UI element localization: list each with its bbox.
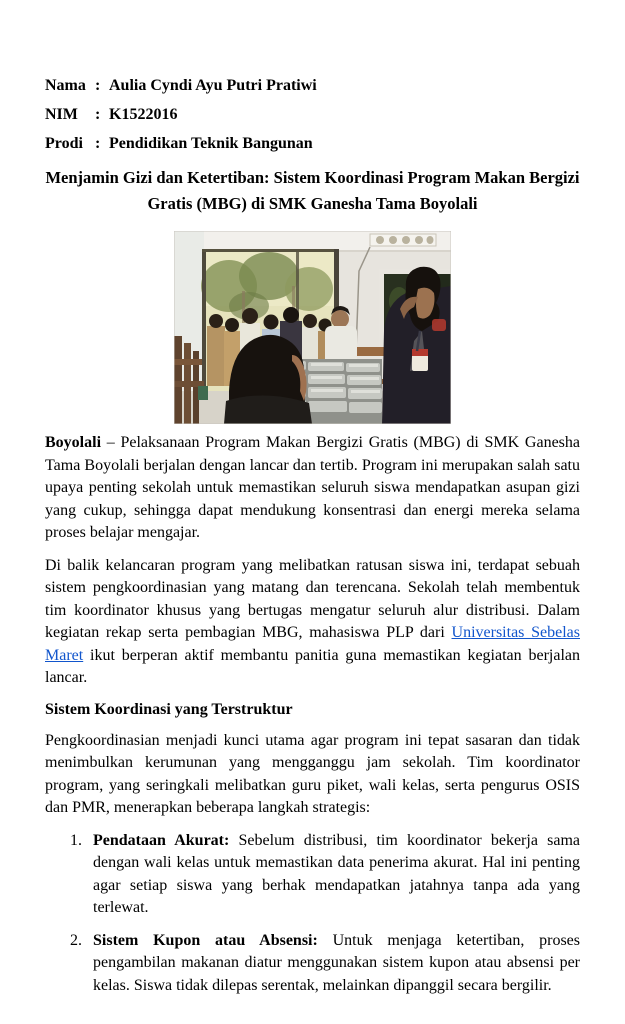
paragraph-2-text-after: ikut berperan aktif membantu panitia guna memastikan kegiatan berjalan lancar.: [45, 646, 580, 686]
paragraph-2: [45, 555, 580, 690]
paragraph-2-text-before: Di balik kelancaran program yang melibatkan ratusan siswa ini, terdapat sebuah sistem pengkoordinasian yang matang dan terencana. Sekolah telah membentuk tim koordinator khusus yang bertugas mengatur seluruh alur distribusi. Dalam kegiatan rekap serta pembagian MBG, mahasiswa PLP dari: [45, 556, 580, 641]
uns-hyperlink[interactable]: Universitas Sebelas Maret: [45, 624, 580, 664]
info-row-prodi: [45, 134, 580, 153]
list-item-2: [45, 930, 580, 998]
article-title: [45, 165, 580, 217]
list-item-1-body: [93, 830, 580, 920]
info-value-nama: Aulia Cyndi Ayu Putri Pratiwi: [109, 77, 317, 94]
list-item-1-text: Sebelum distribusi, tim koordinator bekerja sama dengan wali kelas untuk memastikan data penerima akurat. Hal ini penting agar setiap siswa yang berhak mendapatkan jatahnya tanpa ada yang terlewat.: [93, 831, 580, 916]
info-value-nim: K1522016: [109, 106, 178, 123]
section-intro: Pengkoordinasian menjadi kunci utama agar program ini tepat sasaran dan tidak menimbulkan kerumunan yang mengganggu jam sekolah. Tim koordinator program, yang seringkali melibatkan guru piket, wali kelas, serta pengurus OSIS dan PMR, menerapkan beberapa langkah strategis:: [45, 731, 580, 816]
list-item-1: [45, 830, 580, 920]
list-item-1-term: Pendataan Akurat:: [93, 831, 230, 849]
dateline: Boyolali: [45, 434, 102, 451]
student-info: [45, 76, 580, 153]
info-label-prodi: Prodi: [45, 135, 83, 152]
list-item-2-number: 2.: [70, 931, 82, 949]
photo-illustration: [174, 231, 451, 424]
paragraph-1: [45, 432, 580, 545]
info-row-nama: [45, 76, 580, 95]
info-value-prodi: Pendidikan Teknik Bangunan: [109, 135, 313, 152]
strategy-list: [45, 830, 580, 998]
article-title-line2: Gratis (MBG) di SMK Ganesha Tama Boyolali: [147, 194, 478, 213]
info-colon: :: [95, 135, 101, 152]
section-heading: Sistem Koordinasi yang Terstruktur: [45, 700, 293, 718]
article-photo: [45, 231, 580, 424]
vent-grille: [370, 234, 436, 246]
info-label-nim: NIM: [45, 106, 78, 123]
paragraph-1-text: – Pelaksanaan Program Makan Bergizi Gratis (MBG) di SMK Ganesha Tama Boyolali berjalan dengan lancar dan tertib. Program ini merupakan salah satu upaya penting sekolah untuk memastikan seluruh siswa mendapatkan asupan gizi yang cukup, sehingga dapat mendukung konsentrasi dan energi mereka selama proses belajar mengajar.: [45, 434, 580, 541]
list-item-2-term: Sistem Kupon atau Absensi:: [93, 931, 318, 949]
info-row-nim: [45, 105, 580, 124]
info-colon: :: [95, 106, 101, 123]
list-item-1-number: 1.: [70, 831, 82, 849]
info-colon: :: [95, 77, 101, 94]
info-label-nama: Nama: [45, 77, 86, 94]
list-item-2-text: Untuk menjaga ketertiban, proses pengambilan makanan diatur menggunakan sistem kupon atau absensi per kelas. Siswa tidak dilepas serentak, melainkan dipanggil secara bergilir.: [93, 931, 581, 994]
list-item-2-body: [93, 930, 580, 998]
article-title-line1: Menjamin Gizi dan Ketertiban: Sistem Koordinasi Program Makan Bergizi: [45, 168, 580, 187]
